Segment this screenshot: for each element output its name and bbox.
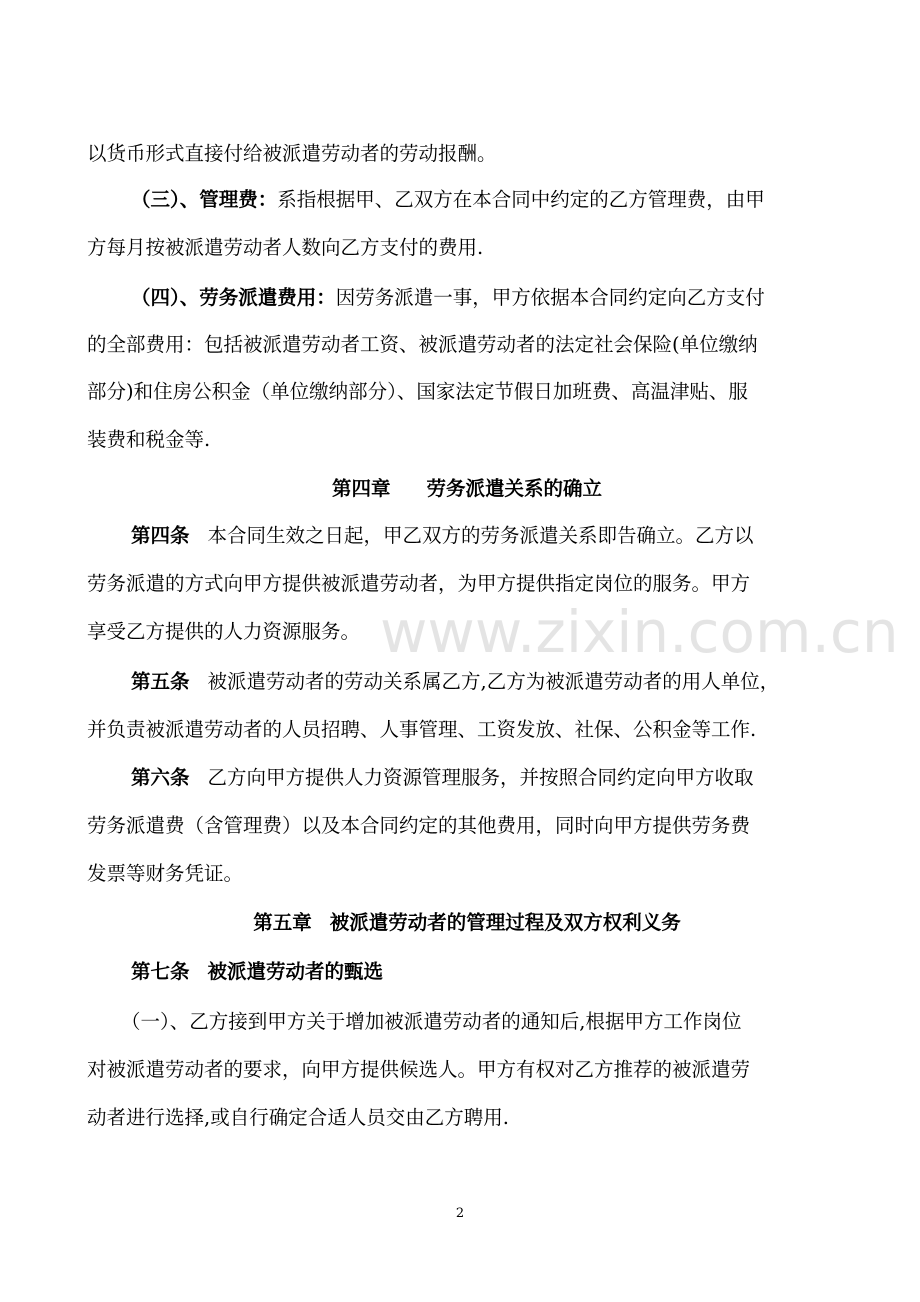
paragraph-line: 并负责被派遣劳动者的人员招聘、人事管理、工资发放、社保、公积金等工作. [87, 718, 757, 741]
article-number: 第四条 [131, 524, 190, 547]
term-text: 系指根据甲、乙双方在本合同中约定的乙方管理费，由甲 [277, 188, 765, 211]
article-title: 被派遣劳动者的甄选 [207, 960, 384, 983]
article-number: 第七条 [131, 960, 190, 983]
paragraph-line: 发票等财务凭证。 [87, 862, 244, 885]
paragraph-line: 的全部费用：包括被派遣劳动者工资、被派遣劳动者的法定社会保险(单位缴纳 [87, 333, 758, 356]
watermark: www.zixin.com.cn [380, 598, 899, 666]
article-line [131, 524, 847, 548]
article-heading [131, 960, 847, 984]
paragraph-line [131, 188, 847, 212]
term-dispatch-fee: （四）、劳务派遣费用： [131, 286, 336, 309]
article-number: 第六条 [131, 766, 190, 789]
article-text: 本合同生效之日起，甲乙双方的劳务派遣关系即告确立。乙方以 [207, 524, 754, 547]
chapter-heading [87, 477, 847, 501]
article-line [131, 766, 847, 790]
paragraph-line: 部分)和住房公积金（单位缴纳部分）、国家法定节假日加班费、高温津贴、服 [87, 380, 748, 403]
article-text: 被派遣劳动者的劳动关系属乙方,乙方为被派遣劳动者的用人单位， [207, 670, 780, 693]
paragraph-line: 劳务派遣的方式向甲方提供被派遣劳动者，为甲方提供指定岗位的服务。甲方 [87, 572, 751, 595]
paragraph-line: 动者进行选择,或自行确定合适人员交由乙方聘用. [87, 1106, 509, 1129]
chapter-title: 被派遣劳动者的管理过程及双方权利义务 [329, 911, 681, 934]
paragraph-line [131, 286, 847, 310]
term-management-fee: （三）、管理费： [131, 188, 278, 211]
chapter-number: 第四章 [331, 477, 391, 500]
article-number: 第五条 [131, 670, 190, 693]
paragraph-line: （一）、乙方接到甲方关于增加被派遣劳动者的通知后,根据甲方工作岗位 [121, 1010, 742, 1033]
paragraph-line: 劳务派遣费（含管理费）以及本合同约定的其他费用，同时向甲方提供劳务费 [87, 814, 751, 837]
article-line [131, 670, 847, 694]
paragraph-line: 对被派遣劳动者的要求，向甲方提供候选人。甲方有权对乙方推荐的被派遣劳 [87, 1058, 751, 1081]
article-text: 乙方向甲方提供人力资源管理服务，并按照合同约定向甲方收取 [207, 766, 754, 789]
paragraph-line: 以货币形式直接付给被派遣劳动者的劳动报酬。 [87, 142, 497, 165]
chapter-heading [87, 911, 847, 935]
term-text: 因劳务派遣一事，甲方依据本合同约定向乙方支付 [335, 286, 765, 309]
paragraph-line: 享受乙方提供的人力资源服务。 [87, 620, 361, 643]
chapter-title: 劳务派遣关系的确立 [426, 477, 603, 500]
chapter-number: 第五章 [253, 911, 312, 934]
paragraph-line: 方每月按被派遣劳动者人数向乙方支付的费用. [87, 236, 484, 259]
paragraph-line: 装费和税金等. [87, 428, 211, 451]
page-number: 2 [455, 1206, 465, 1221]
